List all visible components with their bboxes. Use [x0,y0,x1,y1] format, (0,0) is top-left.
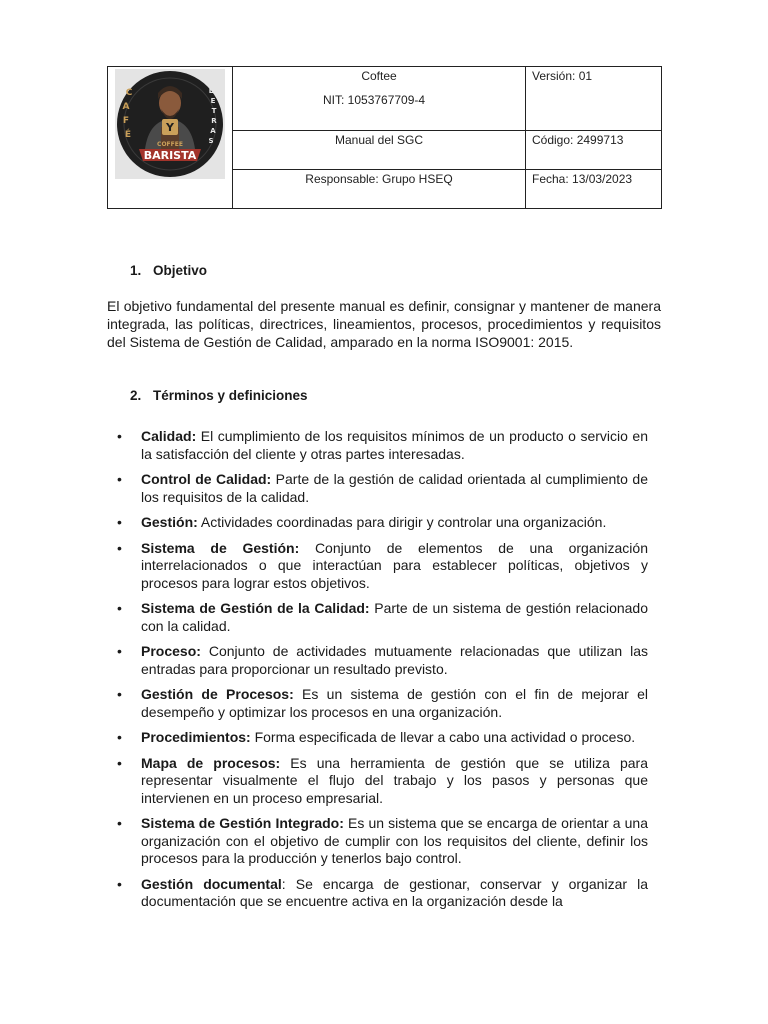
bullet-icon: • [117,875,122,892]
bullet-icon: • [117,539,122,556]
definition-text: El cumplimiento de los requisitos mínimos de un producto o servicio en la satisfacción del cliente y otras partes interesadas. [141,428,648,462]
manual-text: Manual del SGC [334,133,424,148]
bullet-icon: • [117,471,122,487]
logo-right-letter-4: R [211,117,217,125]
responsible-cell [233,170,526,209]
definition-term: Calidad: [141,428,197,444]
section-1-title: Objetivo [153,263,208,278]
logo-cell [108,67,233,209]
definition-text: Forma especificada de llevar a cabo una actividad o proceso. [250,729,636,745]
definition-item [107,815,648,868]
definition-term: Gestión: [141,514,198,530]
definition-item [107,471,648,506]
definition-text: Es un sistema que se encarga de orientar a una organización con el objetivo de cumplir con los requisitos del cliente, definir los procesos para la producción y tenerlos bajo control. [141,815,648,866]
definition-text: : Se encarga de gestionar, conservar y organizar la documentación que se encuentre activa en la organización desde la [141,875,648,909]
version-text: Versión: 01 [532,69,593,83]
logo-graphic [115,69,225,179]
definition-item [107,540,648,593]
company-cell [233,67,526,131]
logo-left-letter-1: C [125,88,133,98]
definition-item [107,686,648,721]
definition-text: Conjunto de actividades mutuamente relacionadas que utilizan las entradas para proporcionar un resultado previsto. [141,643,648,677]
section-2-heading [130,388,308,403]
section-1-heading [130,263,207,278]
bullet-icon: • [117,514,122,530]
manual-cell [233,131,526,170]
definition-item [107,643,648,678]
definition-text: Actividades coordinadas para dirigir y controlar una organización. [197,514,607,530]
definition-text: Es una herramienta de gestión que se utiliza para representar visualmente el flujo del trabajo y los pasos y personas que intervienen en un proceso empresarial. [141,754,648,806]
definition-item [107,600,648,635]
version-cell [526,67,662,131]
definition-item [107,514,648,532]
logo-right-letter-3: T [211,107,217,115]
logo-right-letter-2: E [210,97,216,105]
definition-text: Parte de un sistema de gestión relacionado con la calidad. [141,600,649,634]
logo-center-letter: Y [166,121,174,134]
bullet-icon: • [117,754,122,771]
bullet-icon: • [117,643,122,659]
document-header-table [107,66,662,209]
definition-term: Sistema de Gestión de la Calidad: [141,600,370,616]
bullet-icon: • [117,600,122,616]
definition-text: Conjunto de elementos de una organización interrelacionados o que interactúan para establecer políticas, objetivos y procesos para lograr estos objetivos. [141,539,648,591]
logo-left-letter-2: A [122,102,130,112]
logo-right-letter-5: A [210,127,216,135]
responsible-text: Responsable: Grupo HSEQ [305,172,453,187]
definition-term: Gestión documental [141,875,282,892]
logo-left-letter-4: É [124,130,132,140]
bullet-icon: • [117,428,122,444]
bullet-icon: • [117,686,122,702]
bullet-icon: • [117,729,122,745]
section-2-number: 2. [130,388,142,403]
company-nit: NIT: 1053767709-4 [323,93,426,107]
definitions-list [107,428,648,919]
definition-text: Es un sistema de gestión con el fin de mejorar el desempeño y optimizar los procesos en una organización. [141,686,649,720]
section-1-number: 1. [130,263,142,278]
definition-item [107,428,648,463]
definition-term: Sistema de Gestión: [141,539,300,556]
definition-term: Control de Calidad: [141,471,272,487]
logo-small-text: COFFEE [157,141,183,148]
definition-term: Mapa de procesos: [141,754,281,771]
logo-left-letter-3: F [122,116,130,126]
definition-term: Procedimientos: [141,729,251,745]
definition-term: Gestión de Procesos: [141,686,294,702]
logo-right-letter-6: S [208,137,214,145]
code-text: Código: 2499713 [532,133,624,148]
date-text: Fecha: 13/03/2023 [532,172,633,187]
company-name: Coftee [361,69,397,83]
definition-term: Proceso: [141,643,201,659]
definition-item [107,876,648,911]
coffee-barista-logo [115,69,225,179]
definition-item [107,729,648,747]
logo-right-letter-1: L [208,87,214,95]
logo-banner-text: BARISTA [143,149,197,162]
objective-paragraph: El objetivo fundamental del presente manual es definir, consignar y mantener de manera integrada, las políticas, directrices, lineamientos, procesos, procedimientos y requisitos del Sistema de Gestión de Calidad, amparado en la norma ISO9001: 2015. [107,298,661,350]
code-cell [526,131,662,170]
definition-item [107,755,648,808]
definition-term: Sistema de Gestión Integrado: [141,815,344,831]
bullet-icon: • [117,815,122,831]
section-2-title: Términos y definiciones [153,388,308,403]
definition-text: Parte de la gestión de calidad orientada al cumplimiento de los requisitos de la calidad. [141,471,648,505]
date-cell [526,170,662,209]
